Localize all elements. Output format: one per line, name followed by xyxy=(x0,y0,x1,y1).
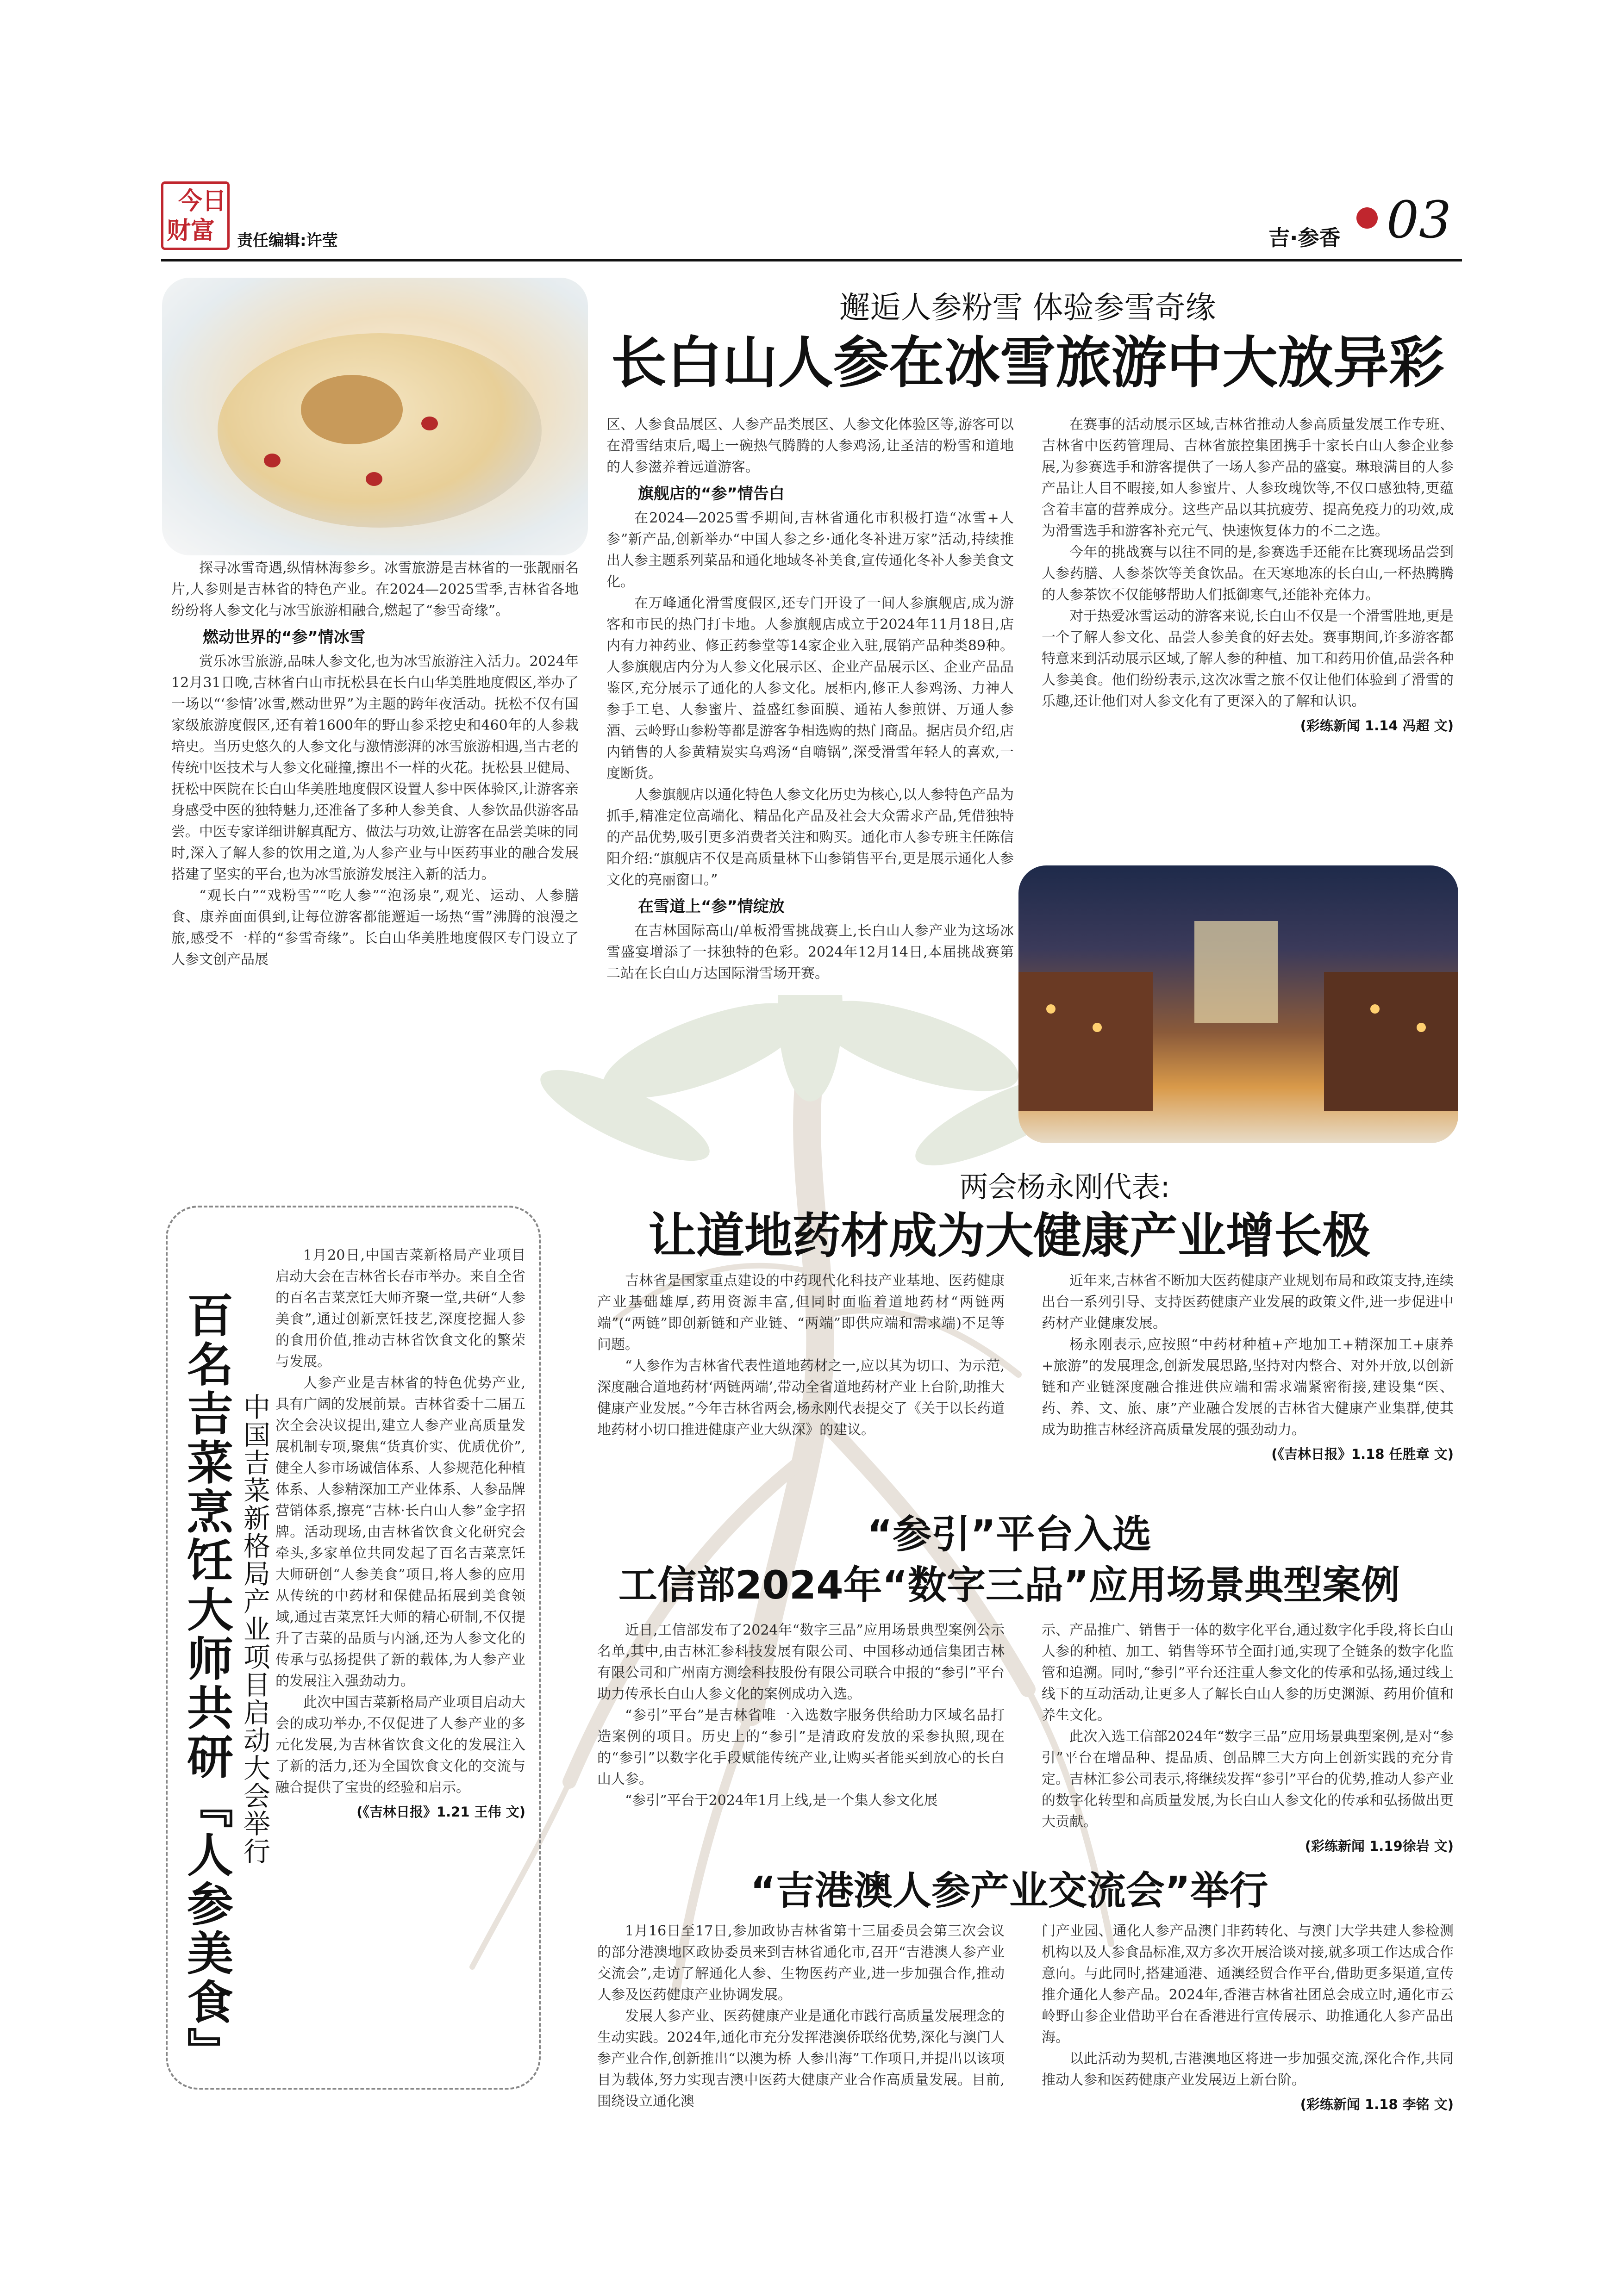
section-name: 吉·参香 xyxy=(1268,225,1341,250)
logo-line1: 今日 xyxy=(178,187,226,215)
article5-paragraph: 此次中国吉菜新格局产业项目启动大会的成功举办,不仅促进了人参产业的多元化发展,为吉林省饮食文化的发展注入了新的活力,还为全国饮食文化的交流与融合提供了宝贵的经验和启示。 xyxy=(275,1694,525,1796)
page-number: 03 xyxy=(1387,190,1451,249)
article4-column-1 xyxy=(597,1921,1005,2112)
article5-body xyxy=(275,1245,525,1823)
article4-column-2 xyxy=(1042,1921,1454,2115)
article1-column-1 xyxy=(171,558,579,971)
masthead-rule xyxy=(161,259,1462,261)
article3-column-1 xyxy=(597,1620,1005,1811)
article1-paragraph: 在赛事的活动展示区域,吉林省推动人参高质量发展工作专班、吉林省中医药管理局、吉林省旅控集团携手十家长白山人参企业参展,为参赛选手和游客提供了一场人参产品的盛宴。琳琅满目的人参产品让人目不暇接,如人参蜜片、人参玫瑰饮等,不仅口感独特,更蕴含着丰富的营养成分。这些产品以其抗疲劳、提高免疫力的功效,成为滑雪选手和游客补充元气、快速恢复体力的不二之选。 xyxy=(1042,417,1454,539)
article1-intro: 探寻冰雪奇遇,纵情林海参乡。冰雪旅游是吉林省的一张靓丽名片,人参则是吉林省的特色产业。在2024—2025雪季,吉林省各地纷纷将人参文化与冰雪旅游相融合,燃起了“参雪奇缘”。 xyxy=(171,560,579,619)
article5-paragraph: 1月20日,中国吉菜新格局产业项目启动大会在吉林省长春市举办。来自全省的百名吉菜烹饪大师齐聚一堂,共研“人参美食”,通过创新烹饪技艺,深度挖掘人参的食用价值,推动吉林省饮食文化的繁荣与发展。 xyxy=(275,1247,525,1370)
article3-title-line2: 工信部2024年“数字三品”应用场景典型案例 xyxy=(618,1562,1400,1608)
article4-paragraph: 以此活动为契机,吉港澳地区将进一步加强交流,深化合作,共同推动人参和医药健康产业发展迈上新台阶。 xyxy=(1042,2051,1454,2088)
article3-paragraph: “参引”平台于2024年1月上线,是一个集人参文化展 xyxy=(625,1792,938,1809)
article4-title: “吉港澳人参产业交流会”举行 xyxy=(750,1868,1268,1913)
ski-town-night-photo xyxy=(1018,865,1458,1143)
article1-paragraph: “观长白”“戏粉雪”“吃人参”“泡汤泉”,观光、运动、人参膳食、康养面面俱到,让每位游客都能邂逅一场热“雪”沸腾的浪漫之旅,感受不一样的“参雪奇缘”。长白山华美胜地度假区专门设立了人参文创产品展 xyxy=(171,888,579,968)
article2-paragraph: “人参作为吉林省代表性道地药材之一,应以其为切口、为示范,深度融合道地药材‘两链两端’,带动全省道地药材产业上台阶,助推大健康产业发展。”今年吉林省两会,杨永刚代表提交了《关于以长药道地药材小切口推进健康产业大纵深》的建议。 xyxy=(597,1358,1005,1438)
article5-paragraph: 人参产业是吉林省的特色优势产业,具有广阔的发展前景。吉林省委十二届五次全会决议提出,建立人参产业高质量发展机制专项,聚焦“货真价实、优质优价”,健全人参市场诚信体系、人参规范化种植体系、人参精深加工产业体系、人参品牌营销体系,擦亮“吉林·长白山人参”金字招牌。活动现场,由吉林省饮食文化研究会牵头,多家单位共同发起了百名吉菜烹饪大师研创“人参美食”项目,将人参的应用从传统的中药材和保健品拓展到美食领域,通过吉菜烹饪大师的精心研制,不仅提升了吉菜的品质与内涵,还为人参文化的传承与弘扬提供了新的载体,为人参产业的发展注入强劲动力。 xyxy=(275,1375,525,1689)
article3-paragraph: “参引”平台”是吉林省唯一入选数字服务供给助力区域名品打造案例的项目。历史上的“参引”是清政府发放的采参执照,现在的“参引”以数字化手段赋能传统产业,让购买者能买到放心的长白山人参。 xyxy=(597,1707,1005,1787)
editor-credit: 责任编辑:许莹 xyxy=(237,231,338,250)
article2-kicker: 两会杨永刚代表: xyxy=(959,1170,1170,1204)
article4-paragraph: 发展人参产业、医药健康产业是通化市践行高质量发展理念的生动实践。2024年,通化市充分发挥港澳侨联络优势,深化与澳门人参产业合作,创新推出“以澳为桥 人参出海”工作项目,并提出以该项目为载体,努力实现吉澳中医药大健康产业合作高质量发展。目前,围绕设立通化澳 xyxy=(597,2008,1005,2109)
article4-paragraph: 1月16日至17日,参加政协吉林省第十三届委员会第三次会议的部分港澳地区政协委员来到吉林省通化市,召开“吉港澳人参产业交流会”,走访了解通化人参、生物医药产业,进一步加强合作,推动人参及医药健康产业协调发展。 xyxy=(597,1923,1005,2003)
article1-paragraph: 赏乐冰雪旅游,品味人参文化,也为冰雪旅游注入活力。2024年12月31日晚,吉林省白山市抚松县在长白山华美胜地度假区,举办了一场以“‘参情’冰雪,燃动世界”为主题的跨年夜活动。抚松不仅有国家级旅游度假区,还有着1600年的野山参采挖史和460年的人参栽培史。当历史悠久的人参文化与激情澎湃的冰雪旅游相遇,当古老的传统中医技术与人参文化碰撞,擦出不一样的火花。抚松县卫健局、抚松中医院在长白山华美胜地度假区设置人参中医体验区,让游客亲身感受中医的独特魅力,还准备了多种人参美食、人参饮品供游客品尝。中医专家详细讲解真配方、做法与功效,让游客在品尝美味的同时,深入了解人参的饮用之道,为人参产业与中医药事业的融合发展搭建了坚实的平台,也为冰雪旅游发展注入新的活力。 xyxy=(171,653,579,883)
article1-paragraph: 在吉林国际高山/单板滑雪挑战赛上,长白山人参产业为这场冰雪盛宴增添了一抹独特的色彩。2024年12月14日,本届挑战赛第二站在长白山万达国际滑雪场开赛。 xyxy=(606,923,1014,982)
article3-title-line1: “参引”平台入选 xyxy=(867,1512,1152,1557)
article5-credit: (《吉林日报》1.21 王伟 文) xyxy=(356,1804,525,1820)
article2-paragraph: 杨永刚表示,应按照“中药材种植+产地加工+精深加工+康养+旅游”的发展理念,创新发展思路,坚持对内整合、对外开放,以创新链和产业链深度融合推进供应端和需求端紧密衔接,建设集“医、药、养、文、旅、康”产业融合发展的吉林省大健康产业集群,使其成为助推吉林经济高质量发展的强劲动力。 xyxy=(1042,1337,1454,1438)
article1-paragraph: 区、人参食品展区、人参产品类展区、人参文化体验区等,游客可以在滑雪结束后,喝上一碗热气腾腾的人参鸡汤,让圣洁的粉雪和道地的人参滋养着远道游客。 xyxy=(606,417,1014,475)
article3-paragraph: 示、产品推广、销售于一体的数字化平台,通过数字化手段,将长白山人参的种植、加工、销售等环节全面打通,实现了全链条的数字化监管和追溯。同时,“参引”平台还注重人参文化的传承和弘扬,通过线上线下的互动活动,让更多人了解长白山人参的历史渊源、药用价值和养生文化。 xyxy=(1042,1622,1454,1724)
article1-title: 长白山人参在冰雪旅游中大放异彩 xyxy=(611,331,1444,395)
article1-column-3 xyxy=(1042,414,1454,736)
article2-column-1 xyxy=(597,1270,1005,1441)
article3-paragraph: 近日,工信部发布了2024年“数字三品”应用场景典型案例公示名单,其中,由吉林汇参科技发展有限公司、中国移动通信集团吉林有限公司和广州南方测绘科技股份有限公司联合申报的“参引”平台助力传承长白山人参文化的案例成功入选。 xyxy=(597,1622,1005,1702)
logo-line2: 财富 xyxy=(166,217,215,245)
article3-paragraph: 此次入选工信部2024年“数字三品”应用场景典型案例,是对“参引”平台在增品种、提品质、创品牌三大方向上创新实践的充分肯定。吉林汇参公司表示,将继续发挥“参引”平台的优势,推动人参产业的数字化转型和高质量发展,为长白山人参文化的传承和弘扬做出更大贡献。 xyxy=(1042,1729,1454,1830)
article1-kicker: 邂逅人参粉雪 体验参雪奇缘 xyxy=(839,290,1216,325)
article3-column-2 xyxy=(1042,1620,1454,1857)
article1-subhead-3: 在雪道上“参”情绽放 xyxy=(638,897,785,916)
ginseng-chicken-soup-photo xyxy=(162,278,588,555)
masthead-logo xyxy=(161,181,230,250)
article1-paragraph: 人参旗舰店以通化特色人参文化历史为核心,以人参特色产品为抓手,精准定位高端化、精品化产品及社会大众需求产品,凭借独特的产品优势,吸引更多消费者关注和购买。通化市人参专班主任陈信阳介绍:“旗舰店不仅是高质量林下山参销售平台,更是展示通化人参文化的亮丽窗口。” xyxy=(606,787,1014,888)
article2-column-2 xyxy=(1042,1270,1454,1465)
article3-credit: (彩练新闻 1.19徐岩 文) xyxy=(1305,1838,1454,1854)
article1-paragraph: 对于热爱冰雪运动的游客来说,长白山不仅是一个滑雪胜地,更是一个了解人参文化、品尝人参美食的好去处。赛事期间,许多游客都特意来到活动展示区域,了解人参的种植、加工和药用价值,品尝各种人参美食。他们纷纷表示,这次冰雪之旅不仅让他们体验到了滑雪的乐趣,还让他们对人参文化有了更深入的了解和认识。 xyxy=(1042,608,1454,709)
article5-subtitle: 中国吉菜新格局产业项目启动大会举行 xyxy=(239,1393,270,1865)
article4-credit: (彩练新闻 1.18 李铭 文) xyxy=(1300,2097,1454,2112)
article1-paragraph: 在2024—2025雪季期间,吉林省通化市积极打造“冰雪+人参”新产品,创新举办“中国人参之乡·通化冬补进万家”活动,持续推出人参主题系列菜品和通化地域冬补美食,宣传通化冬补人参美食文化。 xyxy=(606,510,1014,590)
article2-paragraph: 吉林省是国家重点建设的中药现代化科技产业基地、医药健康产业基础雄厚,药用资源丰富,但同时面临着道地药材“两链两端”(“两链”即创新链和产业链、“两端”即供应端和需求端)不足等问题。 xyxy=(597,1273,1005,1353)
article1-paragraph: 在万峰通化滑雪度假区,还专门开设了一间人参旗舰店,成为游客和市民的热门打卡地。人参旗舰店成立于2024年11月18日,店内有力神药业、修正药参堂等14家企业入驻,展销产品种类89种。人参旗舰店内分为人参文化展示区、企业产品展示区、企业产品品鉴区,充分展示了通化的人参文化。展柜内,修正人参鸡汤、力神人参手工皂、人参蜜片、益盛红参面膜、通祐人参煎饼、万通人参酒、云岭野山参粉等都是游客争相选购的热门商品。据店员介绍,店内销售的人参黄精炭实乌鸡汤“自嗨锅”,深受滑雪年轻人的喜欢,一度断货。 xyxy=(606,595,1014,782)
article4-paragraph: 门产业园、通化人参产品澳门非药转化、与澳门大学共建人参检测机构以及人参食品标准,双方多次开展洽谈对接,就多项工作达成合作意向。与此同时,搭建通港、通澳经贸合作平台,借助更多渠道,宣传推介通化人参产品。2024年,香港吉林省社团总会成立时,通化市云岭野山参企业借助平台在香港进行宣传展示、助推通化人参产品出海。 xyxy=(1042,1923,1454,2046)
article1-paragraph: 今年的挑战赛与以往不同的是,参赛选手还能在比赛现场品尝到人参药膳、人参茶饮等美食饮品。在天寒地冻的长白山,一杯热腾腾的人参茶饮不仅能够帮助人们抵御寒气,还能补充体力。 xyxy=(1042,544,1454,603)
article1-credit: (彩练新闻 1.14 冯超 文) xyxy=(1300,718,1454,734)
article1-subhead-2: 旗舰店的“参”情告白 xyxy=(638,485,785,503)
article2-paragraph: 近年来,吉林省不断加大医药健康产业规划布局和政策支持,连续出台一系列引导、支持医药健康产业发展的政策文件,进一步促进中药材产业健康发展。 xyxy=(1042,1273,1454,1332)
article2-title: 让道地药材成为大健康产业增长极 xyxy=(648,1207,1370,1264)
article2-credit: (《吉林日报》1.18 任胜章 文) xyxy=(1271,1446,1454,1462)
article5-title: 百名吉菜烹饪大师共研『人参美食』 xyxy=(179,1291,233,2076)
article1-subhead-1: 燃动世界的“参”情冰雪 xyxy=(203,628,365,647)
section-swirl-icon xyxy=(1356,207,1378,229)
article1-column-2 xyxy=(606,414,1014,984)
